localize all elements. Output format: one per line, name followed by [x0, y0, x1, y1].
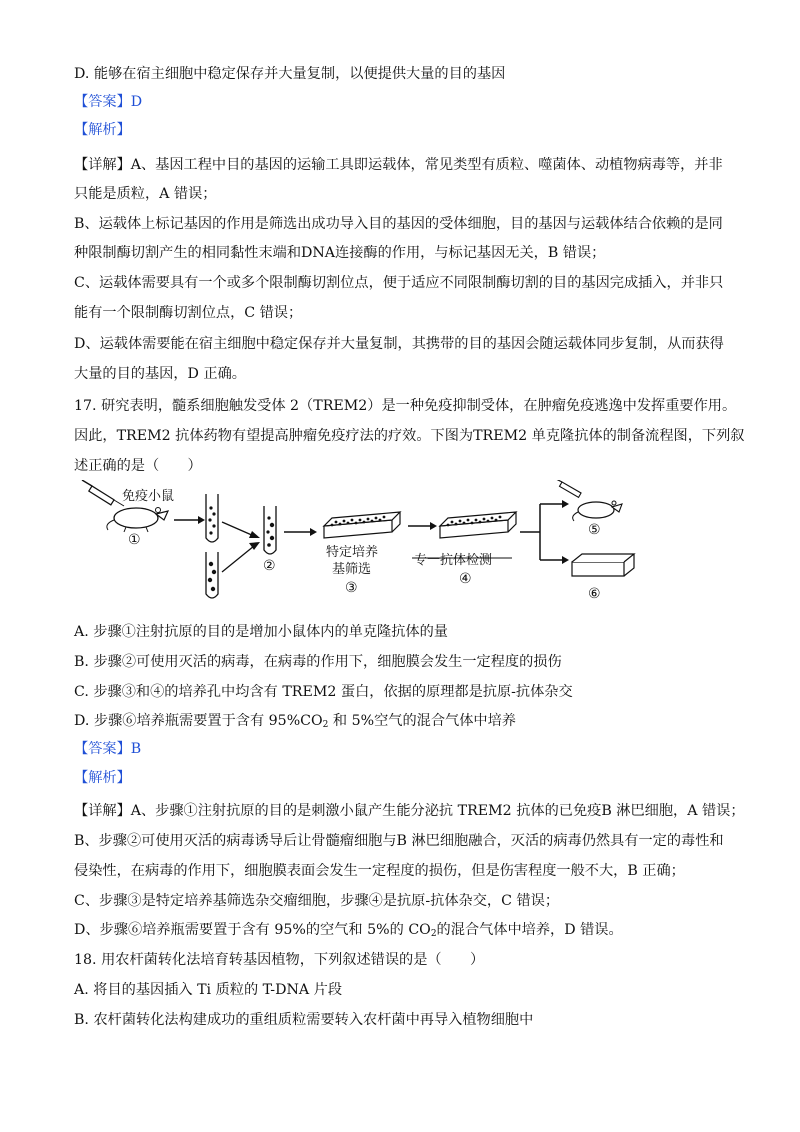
arrow: [222, 522, 260, 572]
q17-detail-line: 【详解】A、步骤①注射抗原的目的是刺激小鼠产生能分泌抗 TREM2 抗体的已免疫B 淋巴细胞，A 错误；: [74, 803, 745, 819]
q17-stem-line: 述正确的是（ ）: [74, 458, 202, 474]
mouse-label: 免疫小鼠: [122, 489, 175, 504]
q17-option-d-text: D. 步骤⑥培养瓶需要置于含有 95%CO: [74, 713, 323, 729]
q17-detail-text: D、步骤⑥培养瓶需要置于含有 95%的空气和 5%的 CO: [74, 922, 431, 938]
q17-detail-line: 侵染性，在病毒的作用下，细胞膜表面会发生一定程度的损伤，但是伤害程度一般不大，B 正确；: [74, 863, 685, 879]
arrow: [520, 500, 569, 564]
q17-answer: 【答案】B: [74, 741, 142, 757]
mouse-icon: [573, 501, 622, 521]
q18-stem: 18. 用农杆菌转化法培育转基因植物，下列叙述错误的是（ ）: [74, 952, 485, 968]
q16-detail-line: D、运载体需要能在宿主细胞中稳定保存并大量复制，其携带的目的基因会随运载体同步复制，从而获得: [74, 336, 724, 352]
step-3-caption: 基筛选: [332, 562, 372, 577]
test-tube-icon: [206, 552, 218, 598]
q17-detail-text: 的混合气体中培养，D 错误。: [436, 922, 623, 938]
q17-option-b: B. 步骤②可使用灭活的病毒，在病毒的作用下，细胞膜会发生一定程度的损伤: [74, 654, 562, 670]
q17-analysis-heading: 【解析】: [74, 770, 131, 786]
step-3-caption: 特定培养: [326, 545, 379, 560]
q18-option-b: B. 农杆菌转化法构建成功的重组质粒需要转入农杆菌中再导入植物细胞中: [74, 1012, 534, 1028]
step-5-label: ⑤: [588, 522, 601, 538]
q17-stem-line: 因此，TREM2 抗体药物有望提高肿瘤免疫疗法的疗效。下图为TREM2 单克隆抗体的制备流程图，下列叙: [74, 428, 745, 444]
step-4-caption: 专一抗体检测: [414, 553, 493, 568]
test-tube-icon: [264, 506, 276, 554]
q16-detail-line: 能有一个限制酶切割位点，C 错误；: [74, 305, 303, 321]
q17-stem-line: 17. 研究表明，髓系细胞触发受体 2（TREM2）是一种免疫抑制受体，在肿瘤免疫逃逸中发挥重要作用。: [74, 398, 737, 414]
mouse-icon: [107, 508, 168, 533]
q17-detail-line: [74, 920, 734, 940]
subscript: 2: [430, 929, 437, 939]
syringe-icon: [554, 480, 581, 497]
arrow: [408, 522, 437, 530]
test-tube-icon: [206, 494, 218, 542]
q16-option-d: D. 能够在宿主细胞中稳定保存并大量复制，以便提供大量的目的基因: [74, 66, 506, 82]
q16-detail-line: C、运载体需要具有一个或多个限制酶切割位点，便于适应不同限制酶切割的目的基因完成插入，并非只: [74, 275, 724, 291]
culture-plate-icon: [440, 512, 516, 538]
culture-plate-icon: [324, 512, 400, 538]
step-3-label: ③: [345, 580, 358, 596]
q16-detail-line: B、运载体上标记基因的作用是筛选出成功导入目的基因的受体细胞，目的基因与运载体结合依赖的是同: [74, 216, 723, 232]
arrow: [174, 516, 205, 524]
step-1-label: ①: [128, 532, 141, 548]
step-2-label: ②: [263, 558, 276, 574]
q17-option-d: [74, 711, 734, 731]
culture-flask-icon: [572, 554, 634, 576]
q16-analysis-heading: 【解析】: [74, 122, 131, 138]
q17-option-d-text: 和 5%空气的混合气体中培养: [328, 713, 516, 729]
q17-option-a: A. 步骤①注射抗原的目的是增加小鼠体内的单克隆抗体的量: [74, 624, 448, 640]
antibody-preparation-flowchart: [74, 480, 674, 605]
q16-detail-line: 【详解】A、基因工程中目的基因的运输工具即运载体，常见类型有质粒、噬菌体、动植物病毒等，并非: [74, 157, 723, 173]
q16-detail-line: 只能是质粒，A 错误；: [74, 186, 217, 202]
step-4-label: ④: [459, 571, 472, 587]
q18-option-a: A. 将目的基因插入 Ti 质粒的 T-DNA 片段: [74, 982, 343, 998]
q16-detail-line: 种限制酶切割产生的相同黏性末端和DNA连接酶的作用，与标记基因无关，B 错误；: [74, 245, 606, 261]
syringe-icon: [82, 480, 124, 506]
q17-option-c: C. 步骤③和④的培养孔中均含有 TREM2 蛋白，依据的原理都是抗原-抗体杂交: [74, 684, 573, 700]
q16-answer: 【答案】D: [74, 94, 143, 110]
q16-detail-line: 大量的目的基因，D 正确。: [74, 366, 246, 382]
subscript: 2: [322, 720, 329, 730]
step-6-label: ⑥: [588, 586, 601, 602]
q17-detail-line: C、步骤③是特定培养基筛选杂交瘤细胞，步骤④是抗原-抗体杂交，C 错误；: [74, 893, 560, 909]
arrow: [284, 528, 317, 536]
q17-detail-line: B、步骤②可使用灭活的病毒诱导后让骨髓瘤细胞与B 淋巴细胞融合，灭活的病毒仍然具有一定的毒性和: [74, 833, 724, 849]
